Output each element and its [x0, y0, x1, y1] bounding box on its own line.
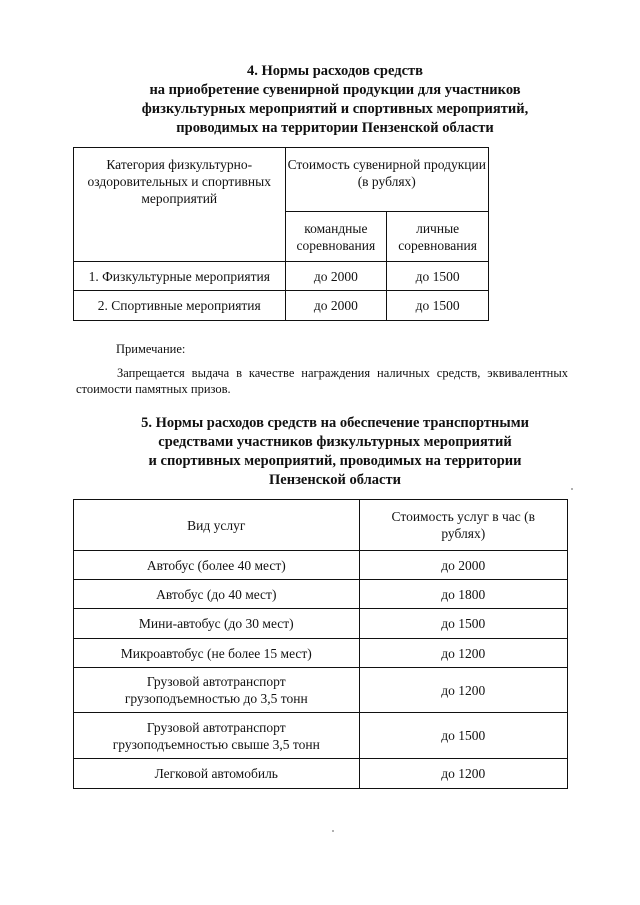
- section5-heading-line: средствами участников физкультурных мероприятий: [158, 434, 512, 450]
- cost-cell: до 1200: [359, 639, 567, 668]
- team-cost-cell: до 2000: [285, 291, 387, 321]
- table-row: [74, 580, 568, 609]
- cost-cell: до 2000: [359, 551, 567, 580]
- team-cost-cell: до 2000: [285, 262, 387, 291]
- transport-cost-table: [73, 499, 568, 789]
- header-service-type: Вид услуг: [74, 500, 360, 551]
- service-cell: Грузовой автотранспорт грузоподъемностью свыше 3,5 тонн: [74, 713, 360, 759]
- service-cell: Микроавтобус (не более 15 мест): [74, 639, 360, 668]
- note-text: Запрещается выдача в качестве награждения наличных средств, эквивалентных стоимости памятных призов.: [76, 366, 568, 396]
- cost-cell: до 1800: [359, 580, 567, 609]
- section5-heading-line: и спортивных мероприятий, проводимых на территории: [148, 453, 522, 469]
- category-cell: 1. Физкультурные мероприятия: [74, 262, 286, 291]
- cost-cell: до 1200: [359, 668, 567, 713]
- souvenir-cost-table: [73, 147, 489, 321]
- header-individual-competitions: личные соревнования: [387, 212, 489, 262]
- header-category: Категория физкультурно-оздоровительных и спортивных мероприятий: [74, 148, 286, 262]
- service-cell: Грузовой автотранспорт грузоподъемностью до 3,5 тонн: [74, 668, 360, 713]
- cost-cell: до 1500: [359, 609, 567, 639]
- table-row: [74, 551, 568, 580]
- section4-heading-line: физкультурных мероприятий и спортивных мероприятий,: [141, 101, 529, 117]
- section4-heading: [60, 62, 610, 138]
- cost-cell: до 1200: [359, 759, 567, 789]
- section5-heading-line: Пензенской области: [269, 472, 401, 488]
- table-row: [74, 262, 489, 291]
- header-hourly-cost: Стоимость услуг в час (в рублях): [359, 500, 567, 551]
- table-row: [74, 713, 568, 759]
- individual-cost-cell: до 1500: [387, 291, 489, 321]
- note-label: Примечание:: [116, 342, 186, 356]
- table-row: [74, 639, 568, 668]
- scan-speck: [332, 830, 334, 832]
- cost-cell: до 1500: [359, 713, 567, 759]
- table-row: [74, 759, 568, 789]
- section4-heading-line: проводимых на территории Пензенской области: [176, 120, 494, 136]
- service-cell: Мини-автобус (до 30 мест): [74, 609, 360, 639]
- header-team-competitions: командные соревнования: [285, 212, 387, 262]
- service-cell: Автобус (более 40 мест): [74, 551, 360, 580]
- section4-heading-line: на приобретение сувенирной продукции для участников: [149, 82, 521, 98]
- header-souvenir-cost: Стоимость сувенирной продукции (в рублях): [285, 148, 488, 212]
- category-cell: 2. Спортивные мероприятия: [74, 291, 286, 321]
- table-row: [74, 609, 568, 639]
- individual-cost-cell: до 1500: [387, 262, 489, 291]
- section5-heading-line: 5. Нормы расходов средств на обеспечение транспортными: [141, 415, 529, 431]
- table-row: [74, 291, 489, 321]
- scan-speck: [571, 488, 573, 490]
- service-cell: Легковой автомобиль: [74, 759, 360, 789]
- section4-heading-line: 4. Нормы расходов средств: [247, 63, 423, 79]
- section5-heading: [60, 414, 610, 490]
- service-cell: Автобус (до 40 мест): [74, 580, 360, 609]
- table-row: [74, 668, 568, 713]
